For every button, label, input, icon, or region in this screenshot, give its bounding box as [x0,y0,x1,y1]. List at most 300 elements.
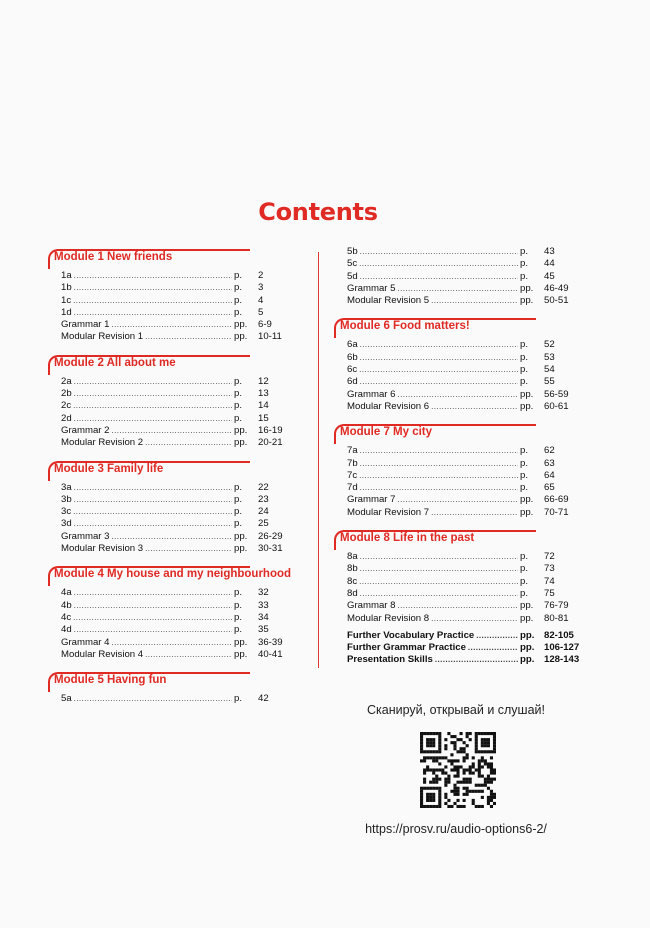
qr-module [490,778,493,781]
qr-module [469,772,472,775]
entry-label: Modular Revision 5 [347,295,430,307]
page-prefix: p. [520,270,529,282]
page-prefix: p. [520,482,529,494]
qr-module [484,784,487,787]
toc-entry-grammar-6 [334,389,594,401]
qr-module [493,747,496,750]
qr-module [463,793,466,796]
page-number: 10-11 [258,331,282,343]
qr-module [435,750,438,753]
page-prefix: p. [234,493,243,505]
entry-label: 6c [347,364,358,376]
qr-module [487,781,490,784]
qr-module [481,784,484,787]
toc-entry-4d [48,624,308,636]
qr-module [429,799,432,802]
toc-entry-4a [48,587,308,599]
page-number: 72 [544,551,555,563]
qr-module [460,750,463,753]
qr-module [456,790,459,793]
qr-module [453,744,456,747]
qr-module [487,778,490,781]
toc-entry-grammar-8 [334,600,594,612]
entry-label: 4d [61,624,72,636]
page-number: 43 [544,246,555,257]
dot-leader [359,576,518,588]
column-divider [318,252,319,668]
page-prefix: p. [234,518,243,530]
entry-label: Grammar 6 [347,388,396,400]
toc-entry-modular-revision-7 [334,507,594,519]
toc-entry-5a [48,693,308,705]
qr-module [478,732,481,735]
page-prefix: p. [520,351,529,363]
entry-label: Grammar 8 [347,600,396,612]
qr-module [463,756,466,759]
qr-module [420,744,423,747]
dot-leader [73,612,232,624]
qr-module [456,781,459,784]
qr-module [435,805,438,808]
qr-module [423,756,426,759]
dot-leader [74,270,232,282]
toc-entry-modular-revision-3 [48,543,308,555]
qr-module [453,759,456,762]
qr-module [466,735,469,738]
qr-module [423,772,426,775]
page-prefix: pp. [234,424,248,436]
qr-module [444,738,447,741]
module-heading-module-3-family-life [48,458,308,482]
qr-module [435,787,438,790]
entry-label: 8a [347,551,358,563]
page-prefix: pp. [520,282,534,294]
toc-entry-presentation-skills [334,654,594,666]
qr-module [469,781,472,784]
dot-leader [112,319,232,331]
qr-module [450,753,453,756]
qr-module [493,732,496,735]
qr-module [466,781,469,784]
page-number: 6-9 [258,319,272,331]
qr-module [466,744,469,747]
qr-module [450,735,453,738]
dot-leader [431,507,518,519]
toc-entry-modular-revision-4 [48,649,308,661]
entry-label: 6d [347,376,358,388]
entry-label: 5a [61,693,72,705]
entry-label: 4a [61,587,72,599]
qr-module [453,775,456,778]
qr-module [481,744,484,747]
toc-entry-grammar-1 [48,319,308,331]
qr-module [429,744,432,747]
qr-module [484,759,487,762]
page-number: 52 [544,339,555,351]
entry-label: 2b [61,388,72,400]
page-number: 106-127 [544,642,580,654]
entry-label: Modular Revision 6 [347,400,430,412]
qr-module [441,772,444,775]
entry-label: Modular Revision 4 [61,648,144,660]
qr-module [420,799,423,802]
qr-module [490,756,493,759]
qr-module [420,741,423,744]
qr-module [435,759,438,762]
page-number: 54 [544,364,555,376]
qr-module [444,747,447,750]
toc-entry-further-vocabulary-practice [334,630,594,642]
qr-module [432,750,435,753]
toc-entry-modular-revision-2 [48,437,308,449]
qr-module [429,741,432,744]
page-prefix: p. [520,575,529,587]
qr-module [472,790,475,793]
entry-label: 8b [347,563,358,575]
dot-leader [431,401,518,413]
page-number: 20-21 [258,437,283,449]
qr-module [484,762,487,765]
qr-module [447,778,450,781]
module-heading-module-6-food-matters [334,315,594,339]
page-number: 60-61 [544,400,569,412]
qr-module [484,781,487,784]
page-number: 62 [544,445,555,457]
page-number: 2 [258,270,264,281]
qr-module [466,778,469,781]
module-title: Module 5 Having fun [54,674,167,687]
page-prefix: pp. [520,654,535,666]
qr-module [432,741,435,744]
page-prefix: p. [234,375,243,387]
toc-entry-5d [334,271,594,283]
dot-leader [398,494,518,506]
page-prefix: pp. [234,331,248,343]
contents-right-column [334,246,594,667]
entry-label: Grammar 5 [347,282,396,294]
toc-entry-2c [48,400,308,412]
qr-module [463,747,466,750]
entry-label: Modular Revision 1 [61,331,144,343]
qr-module [444,772,447,775]
page-number: 45 [544,270,555,282]
qr-module [469,732,472,735]
page-number: 65 [544,482,555,494]
dot-leader [74,624,232,636]
toc-entry-6b [334,352,594,364]
qr-module [487,802,490,805]
dot-leader [468,642,518,654]
page-prefix: p. [520,339,529,351]
qr-module [423,768,426,771]
entry-label: 8d [347,587,358,599]
qr-module [481,796,484,799]
entry-label: 2a [61,375,72,387]
dot-leader [360,271,518,283]
qr-module [484,744,487,747]
entry-label: 7b [347,457,358,469]
qr-module [447,799,450,802]
dot-leader [73,295,232,307]
qr-module [435,778,438,781]
qr-module [453,802,456,805]
toc-entry-2a [48,376,308,388]
qr-module [420,805,423,808]
qr-module [426,793,429,796]
page-prefix: p. [234,624,243,636]
qr-module [435,756,438,759]
toc-entry-8b [334,563,594,575]
dot-leader [74,600,232,612]
qr-module [438,756,441,759]
page-prefix: pp. [520,612,534,624]
qr-module [453,765,456,768]
qr-module [493,735,496,738]
dot-leader [360,376,518,388]
qr-module [423,805,426,808]
qr-module [420,793,423,796]
page-prefix: p. [520,587,529,599]
page-number: 76-79 [544,600,569,612]
qr-module [478,805,481,808]
module-title: Module 3 Family life [54,462,164,475]
qr-module [426,768,429,771]
dot-leader [74,413,232,425]
qr-module [466,753,469,756]
dot-leader [74,494,232,506]
qr-module [441,756,444,759]
qr-code-icon [420,732,496,808]
qr-module [490,732,493,735]
module-heading-module-4-my-house-and-my-neighbourhood [48,563,308,587]
qr-module [463,781,466,784]
dot-leader [74,388,232,400]
qr-module [478,772,481,775]
qr-module [426,765,429,768]
dot-leader [360,445,518,457]
page-number: 3 [258,282,264,294]
page-number: 15 [258,412,269,424]
qr-module [420,796,423,799]
qr-module [438,790,441,793]
toc-entry-7b [334,458,594,470]
qr-module [420,747,423,750]
qr-module [450,790,453,793]
toc-entry-2d [48,413,308,425]
qr-module [420,802,423,805]
dot-leader [360,588,518,600]
qr-module [478,750,481,753]
qr-module [466,768,469,771]
qr-module [463,787,466,790]
qr-module [423,787,426,790]
toc-entry-3a [48,482,308,494]
qr-module [490,799,493,802]
qr-module [466,732,469,735]
dot-leader [74,376,232,388]
qr-module [432,793,435,796]
qr-module [432,768,435,771]
toc-entry-7c [334,470,594,482]
entry-label: Grammar 1 [61,319,110,331]
page-number: 56-59 [544,388,569,400]
qr-module [493,768,496,771]
qr-module [438,768,441,771]
dot-leader [359,364,518,376]
page-prefix: p. [520,469,529,481]
dot-leader [74,282,232,294]
qr-module [426,805,429,808]
qr-module [432,744,435,747]
scan-caption: Сканируй, открывай и слушай! [367,703,545,717]
page-number: 16-19 [258,424,283,436]
qr-module [475,732,478,735]
qr-module [438,741,441,744]
toc-entry-grammar-5 [334,283,594,295]
toc-entry-8d [334,588,594,600]
qr-module [456,787,459,790]
qr-module [487,732,490,735]
entry-label: 7a [347,445,358,457]
qr-module [487,765,490,768]
page-prefix: pp. [520,295,534,307]
qr-module [490,790,493,793]
dot-leader [112,531,232,543]
qr-module [460,732,463,735]
qr-module [469,778,472,781]
page-prefix: p. [520,364,529,376]
entry-label: 5b [347,246,358,257]
qr-module [453,787,456,790]
page-prefix: pp. [520,642,535,654]
qr-module [435,775,438,778]
entry-label: 4c [61,611,72,623]
entry-label: Modular Revision 2 [61,437,144,449]
qr-module [475,768,478,771]
dot-leader [359,470,518,482]
dot-leader [398,283,518,295]
page-prefix: p. [234,388,243,400]
page-prefix: p. [234,306,243,318]
qr-module [426,796,429,799]
page-number: 55 [544,376,555,388]
qr-module [429,787,432,790]
dot-leader [360,551,518,563]
qr-module [429,793,432,796]
page-number: 32 [258,587,269,599]
qr-module [438,793,441,796]
qr-module [444,793,447,796]
entry-label: 8c [347,575,358,587]
qr-module [478,775,481,778]
qr-module [463,768,466,771]
entry-label: 4b [61,599,72,611]
toc-entry-3d [48,518,308,530]
qr-module [444,744,447,747]
page-prefix: p. [234,506,243,518]
contents-left-column [48,246,308,705]
module-title: Module 8 Life in the past [340,532,475,545]
qr-module [426,741,429,744]
qr-module [475,750,478,753]
qr-module [453,790,456,793]
page-number: 46-49 [544,282,569,294]
qr-module [475,744,478,747]
dot-leader [359,258,518,270]
qr-module [444,778,447,781]
qr-module [490,793,493,796]
page-title: Contents [258,198,378,226]
page-number: 33 [258,599,269,611]
page-prefix: p. [234,282,243,294]
qr-module [478,784,481,787]
page-number: 13 [258,388,269,400]
toc-entry-1b [48,282,308,294]
qr-module [493,772,496,775]
qr-module [493,744,496,747]
qr-module [438,738,441,741]
qr-module [426,744,429,747]
page-prefix: pp. [520,629,535,641]
qr-module [481,759,484,762]
entry-label: Modular Revision 7 [347,506,430,518]
page-number: 36-39 [258,636,283,648]
qr-module [490,772,493,775]
page-prefix: pp. [234,648,248,660]
page-number: 66-69 [544,494,569,506]
qr-module [490,796,493,799]
qr-module [456,805,459,808]
audio-url: https://prosv.ru/audio-options6-2/ [365,822,547,836]
qr-module [453,768,456,771]
qr-module [490,781,493,784]
page-number: 50-51 [544,295,569,307]
qr-module [484,778,487,781]
page-prefix: p. [234,481,243,493]
entry-label: 6a [347,339,358,351]
qr-module [438,787,441,790]
entry-label: Presentation Skills [347,654,433,666]
qr-module [423,732,426,735]
qr-module [438,799,441,802]
entry-label: Grammar 4 [61,636,110,648]
page-prefix: pp. [234,319,248,331]
qr-module [475,741,478,744]
page-number: 64 [544,469,555,481]
dot-leader [476,630,518,642]
dot-leader [360,246,518,258]
page-number: 40-41 [258,648,283,660]
qr-module [460,805,463,808]
page-prefix: p. [520,563,529,575]
page-number: 26-29 [258,530,283,542]
qr-module [456,768,459,771]
qr-module [432,796,435,799]
qr-module [432,787,435,790]
qr-module [487,799,490,802]
toc-entry-modular-revision-5 [334,295,594,307]
page-number: 42 [258,693,269,705]
page-number: 5 [258,306,264,318]
toc-entry-5b [334,246,594,258]
entry-label: Modular Revision 8 [347,612,430,624]
entry-label: 6b [347,351,358,363]
toc-entry-4c [48,612,308,624]
page-number: 82-105 [544,629,574,641]
qr-module [420,750,423,753]
qr-module [475,747,478,750]
dot-leader [112,425,232,437]
